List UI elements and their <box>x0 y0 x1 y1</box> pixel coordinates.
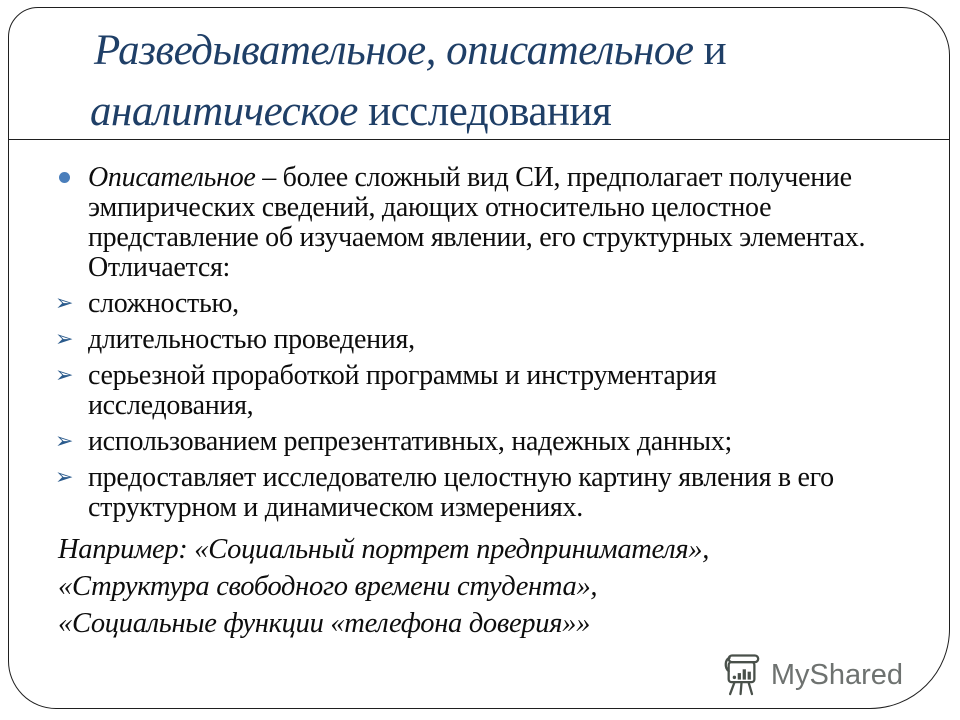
list-item-text: предоставляет исследователю целостную картину явления в его структурном и динамическом измерениях. <box>88 462 834 523</box>
arrow-bullet-icon: ➢ <box>55 327 74 352</box>
title-line-2-italic: аналитическое <box>90 88 358 135</box>
examples-block <box>58 531 918 642</box>
example-line: «Социальные функции «телефона доверия»» <box>58 608 591 639</box>
arrow-bullet-icon: ➢ <box>55 363 74 388</box>
disc-bullet-icon <box>59 172 70 183</box>
slide-body <box>55 163 871 523</box>
list-item <box>55 325 871 355</box>
list-item <box>55 289 871 319</box>
list-item-text: сложностью, <box>88 288 239 319</box>
arrow-bullet-icon: ➢ <box>55 291 74 316</box>
list-item-text: использованием репрезентативных, надежных данных; <box>88 426 732 457</box>
flipchart-icon <box>722 653 762 697</box>
example-line: Например: «Социальный портрет предпринимателя», <box>58 534 710 565</box>
title-line-2 <box>90 81 924 142</box>
list-item <box>55 463 871 523</box>
title-line-1 <box>94 20 924 81</box>
list-item <box>55 361 871 421</box>
definition-rest: – более сложный вид СИ, предполагает получение эмпирических сведений, дающих относительно целостное представление об изучаемом явлении, его структурных элементах. Отличается: <box>88 162 866 283</box>
myshared-watermark[interactable] <box>722 653 903 697</box>
features-list <box>55 289 871 523</box>
title-line-1-regular: и <box>693 27 727 74</box>
definition-bullet-item <box>55 163 871 283</box>
definition-text <box>88 163 871 283</box>
slide-title <box>90 20 924 142</box>
arrow-bullet-icon: ➢ <box>55 465 74 490</box>
example-line: «Структура свободного времени студента», <box>58 571 598 602</box>
title-line-1-italic: Разведывательное, описательное <box>94 27 694 74</box>
arrow-bullet-icon: ➢ <box>55 429 74 454</box>
list-item <box>55 427 871 457</box>
list-item-text: длительностью проведения, <box>88 324 415 355</box>
definition-lead-word: Описательное <box>88 162 256 193</box>
title-line-2-regular: исследования <box>357 88 612 135</box>
list-item-text: серьезной проработкой программы и инструментария исследования, <box>88 360 717 421</box>
watermark-text: MyShared <box>770 658 903 691</box>
